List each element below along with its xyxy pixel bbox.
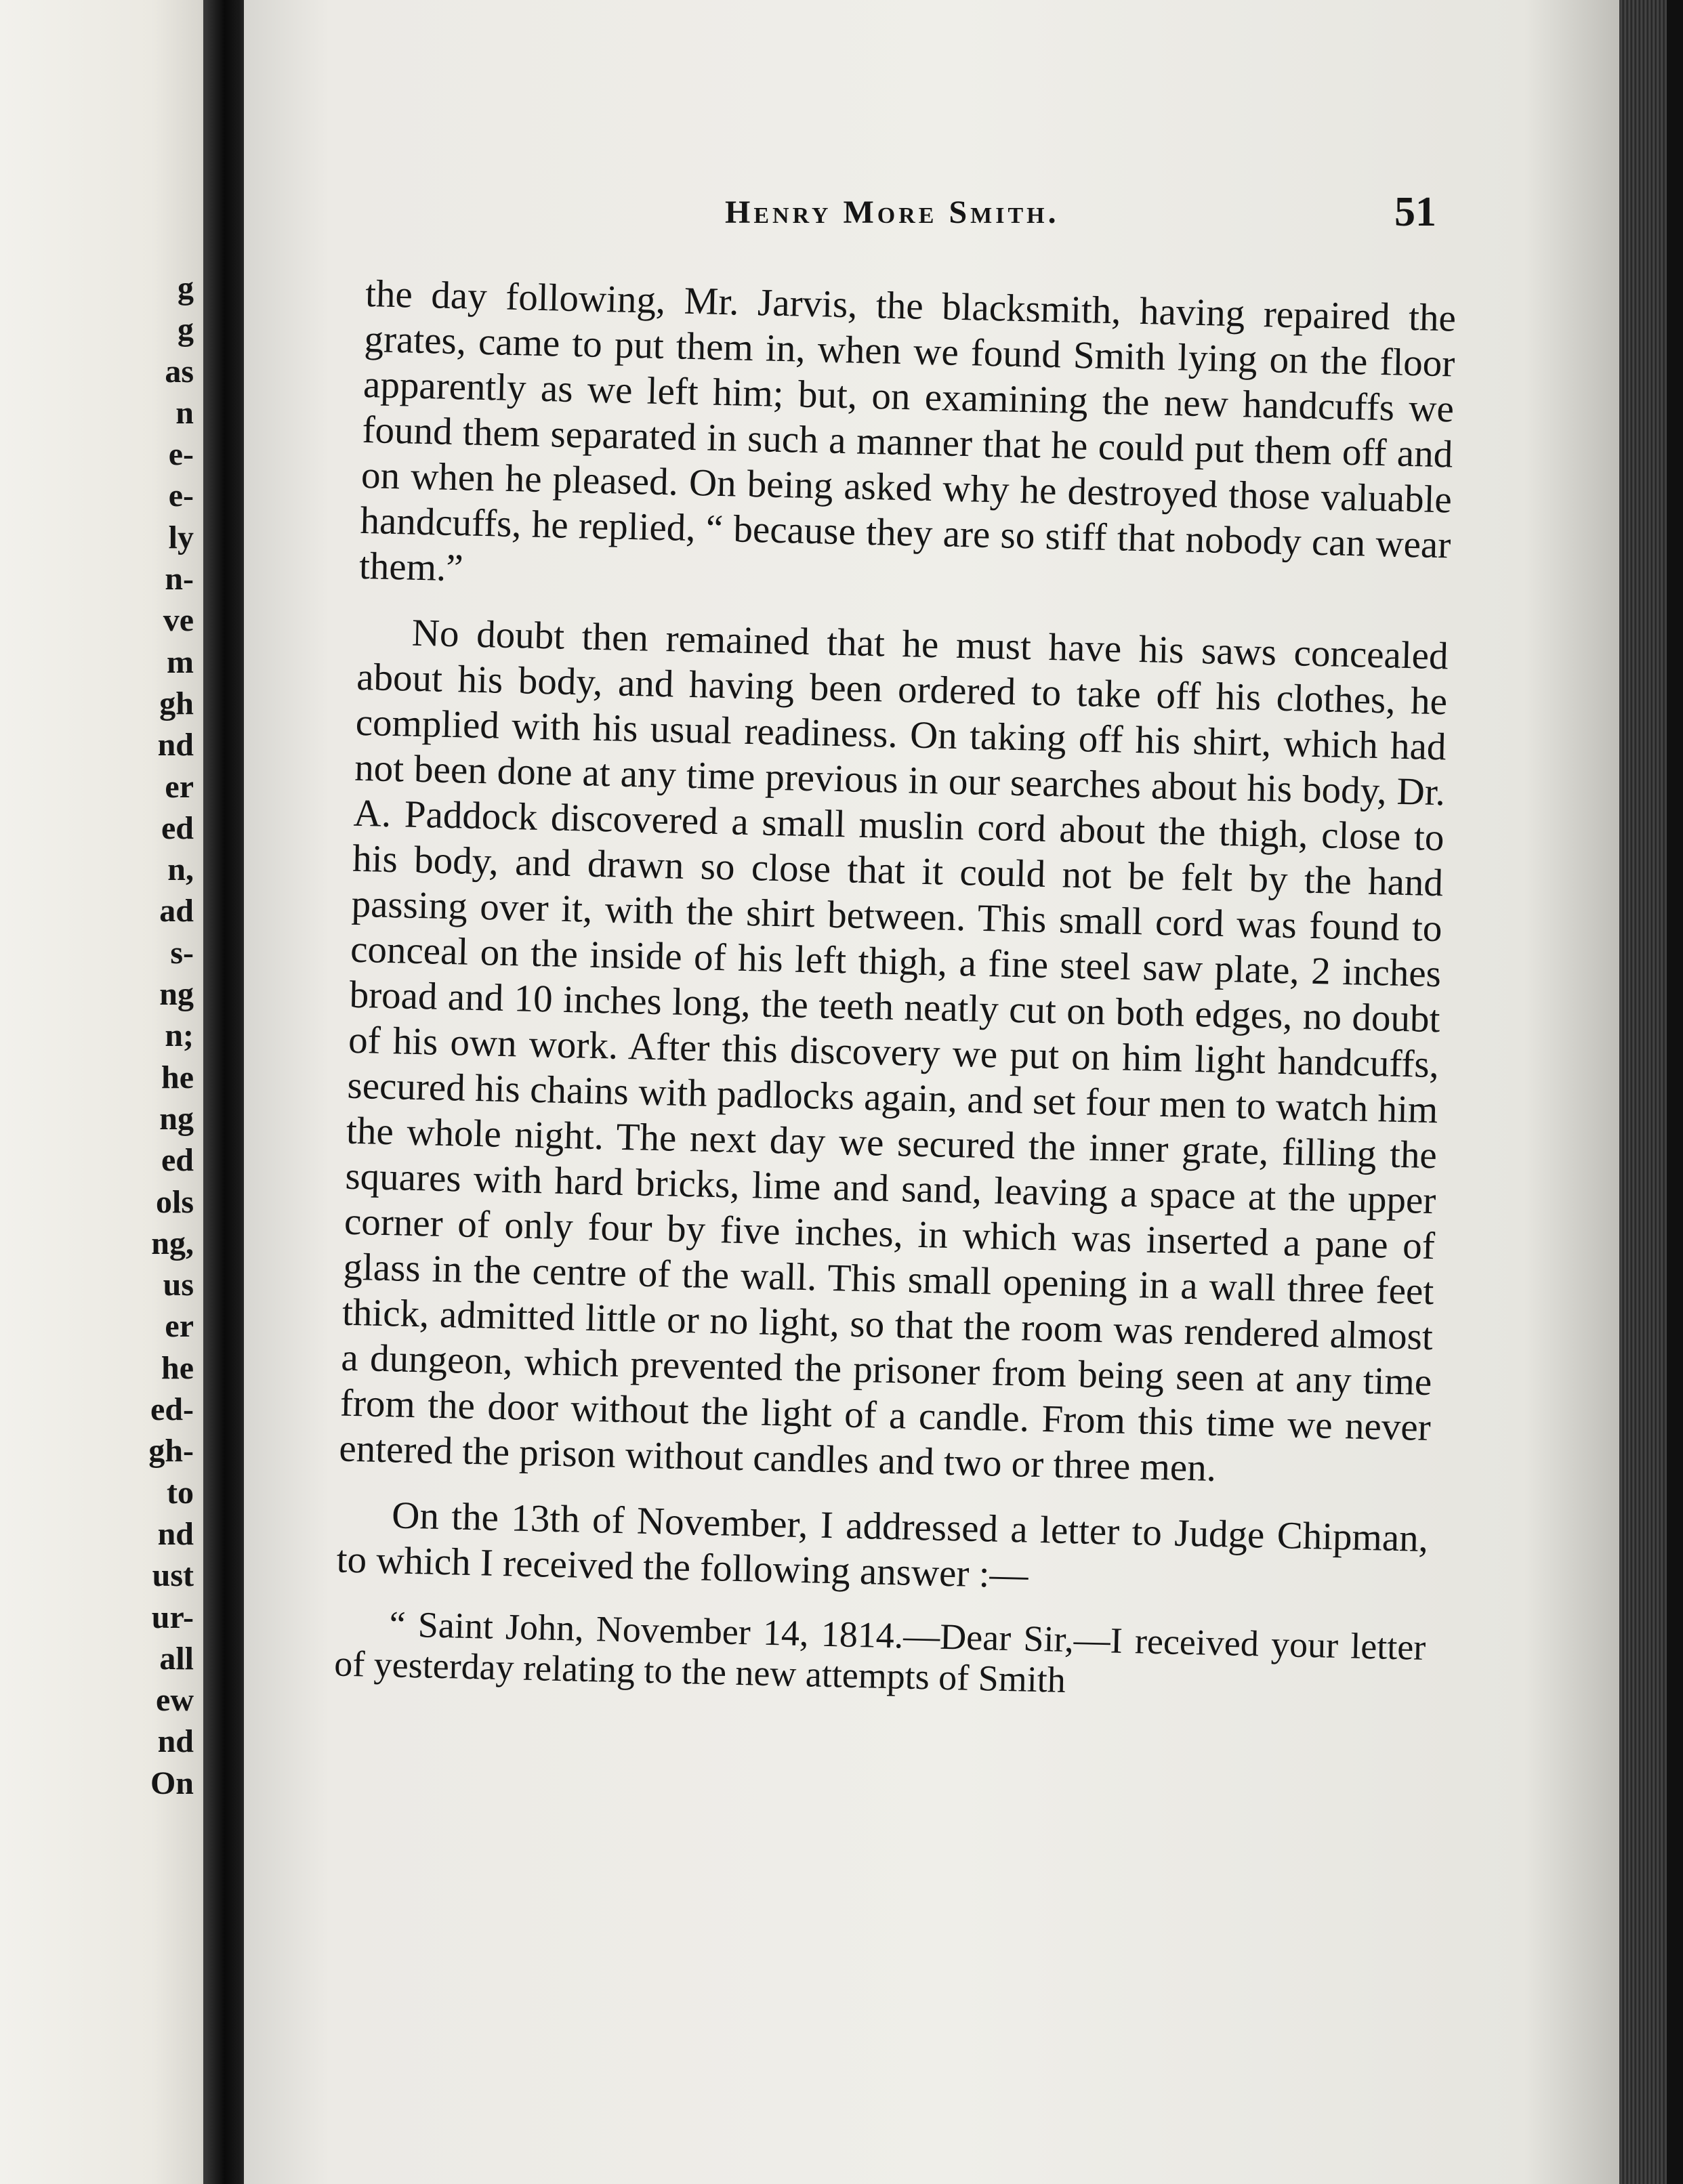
left-page-fragment: n, <box>167 852 194 888</box>
left-page-fragment: nd <box>157 727 194 763</box>
left-page-fragment: ols <box>155 1183 194 1220</box>
paragraph-2: No doubt then remained that he must have his saws concealed about his body, and having been ordered to take off his clothes, he complied with his usual readiness. On taking off his shirt, which had not been done at any time previous in our searches about his body, Dr. A. Paddock discovered a small muslin cord about the thigh, close to his body, and drawn so close that it could not be felt by the hand passing over it, with the shirt between. This small cord was found to conceal on the inside of his left thigh, a fine steel saw plate, 2 inches broad and 10 inches long, the teeth neatly cut on both edges, no doubt of his own work. After this discovery we put on him light handcuffs, secured his chains with padlocks again, and set four men to watch him the whole night. The next day we secured the inner grate, filling the squares with hard bricks, lime and sand, leaving a space at the upper corner of only four by five inches, in which was inserted a pane of glass in the centre of the wall. This small opening in a wall three feet thick, admitted little or no light, so that the room was rendered almost a dungeon, which prevented the prisoner from being seen at any time from the door without the light of a candle. From this time we never entered the prison without candles and two or three men. <box>338 611 1449 1490</box>
left-page-fragment: n; <box>165 1017 194 1054</box>
left-page-fragment: On <box>150 1765 194 1801</box>
paragraph-3: On the 13th of November, I addressed a letter to Judge Chipman, to which I received the following answer :— <box>336 1494 1429 1597</box>
left-page-fragment: he <box>161 1349 194 1386</box>
left-page-fragment: s- <box>170 934 194 971</box>
running-head: Henry More Smith. <box>725 194 1060 230</box>
left-page-fragment: g <box>178 312 194 348</box>
left-page-fragment: all <box>159 1640 194 1677</box>
left-page-fragment: as <box>165 353 194 390</box>
left-page-fragment: er <box>165 1308 194 1345</box>
left-page-fragment: to <box>167 1474 194 1511</box>
left-page-fragment: m <box>167 644 194 680</box>
left-page-fragment: ad <box>159 893 194 929</box>
left-page-fragment: ed <box>161 810 194 846</box>
left-page-fragment: ve <box>163 602 194 639</box>
left-page-line-fragments <box>0 268 203 1804</box>
left-page-fragment: ng, <box>151 1225 194 1261</box>
left-page-fragment: e- <box>168 478 194 514</box>
page-edges <box>1619 0 1667 2184</box>
left-page-fragment: ly <box>168 519 194 555</box>
left-page-fragment: n- <box>165 561 194 597</box>
left-page-fragment: ur- <box>151 1599 194 1635</box>
page-header <box>725 189 1436 241</box>
left-page-fragment: ew <box>156 1682 194 1719</box>
left-page-fragment: ed <box>161 1142 194 1179</box>
left-page-fragment: n <box>175 394 194 431</box>
left-page-fragment: e- <box>168 436 194 473</box>
paragraph-1: the day following, Mr. Jarvis, the blacksmith, having repaired the grates, came to put them in, when we found Smith lying on the floor apparently as we left him; but, on examining the new handcuffs we found them separated in such a manner that he could put them off and on when he pleased. On being asked why he destroyed those valuable handcuffs, he replied, “ because they are so stiff that nobody can wear them.” <box>358 272 1457 590</box>
letter-opening: “ Saint John, November 14, 1814.—Dear Sir,—I received your letter of yesterday relating to the new attempts of Smith <box>333 1603 1426 1700</box>
left-page-fragment: ng <box>159 1100 194 1137</box>
left-page-fragment: gh <box>159 685 194 721</box>
left-page-fragment: ng <box>159 976 194 1013</box>
left-page-fragment: ed- <box>150 1391 194 1428</box>
left-page-fragment: er <box>165 768 194 805</box>
left-page-fragment: nd <box>157 1515 194 1552</box>
page-number: 51 <box>1394 189 1436 235</box>
left-page-fragment: nd <box>157 1723 194 1760</box>
left-page <box>0 0 217 2184</box>
left-page-fragment: us <box>163 1267 194 1303</box>
left-page-fragment: g <box>178 270 194 306</box>
left-page-fragment: ust <box>152 1557 194 1594</box>
body-text <box>333 271 1457 1729</box>
left-page-fragment: he <box>161 1059 194 1095</box>
left-page-fragment: gh- <box>148 1433 194 1469</box>
